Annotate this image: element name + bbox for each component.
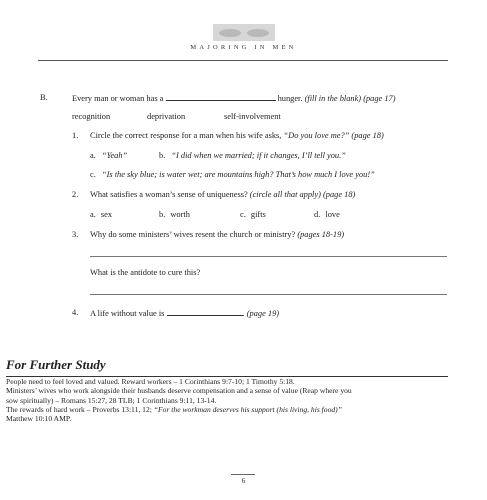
further-study-line-2: Ministers’ wives who work alongside their husbands deserve compensation and a sense of value (Reap where you — [6, 386, 352, 396]
section-b-label: B. — [40, 93, 48, 102]
option-self-involvement[interactable]: self-involvement — [224, 112, 281, 121]
further-study-line-3: sow spiritually) – Romans 15:27, 28 TLB; 1 Corinthians 9:11, 13-14. — [6, 395, 217, 405]
q1-text: Circle the correct response for a man when his wife asks, “Do you love me?” (page 18) — [90, 131, 384, 140]
q4-blank[interactable] — [167, 307, 243, 316]
further-study-heading: For Further Study — [6, 357, 106, 372]
q3-number: 3. — [72, 230, 79, 239]
option-recognition[interactable]: recognition — [72, 112, 111, 121]
q4-text: A life without value is . (page 19) — [90, 309, 280, 318]
q2-number: 2. — [72, 190, 79, 199]
further-study-body — [6, 377, 352, 423]
q2-option-c[interactable]: c. gifts — [240, 210, 266, 219]
q4-number: 4. — [72, 308, 79, 317]
option-deprivation[interactable]: deprivation — [147, 112, 186, 121]
section-b-question: Every man or woman has a hunger. (fill in the blank) (page 17) — [72, 94, 396, 103]
further-study-line-4: The rewards of hard work – Proverbs 13:11, 12; “For the workman deserves his support (his living, his food)” — [6, 404, 342, 414]
header-eyes-logo — [213, 24, 275, 41]
right-eye-icon — [247, 29, 269, 37]
q1-option-b[interactable]: b. “I did when we married; if it changes, I’ll tell you.” — [159, 151, 346, 160]
q3-answer-line[interactable] — [90, 256, 447, 257]
q3-followup-answer-line[interactable] — [90, 294, 447, 295]
left-eye-icon — [219, 29, 241, 37]
q2-option-d[interactable]: d. love — [314, 210, 340, 219]
q3-followup: What is the antidote to cure this? — [90, 268, 201, 277]
footer-rule — [231, 474, 255, 475]
section-b-blank[interactable] — [166, 92, 276, 101]
further-study-line-5: Matthew 10:10 AMP. — [6, 414, 72, 424]
q1-number: 1. — [72, 131, 79, 140]
q1-option-c[interactable]: c. “Is the sky blue; is water wet; are mountains high? That’s how much I love you!” — [90, 170, 375, 179]
page-number: 6 — [241, 477, 246, 485]
further-study-line-1: People need to feel loved and valued. Reward workers – 1 Corinthians 9:7-10; 1 Timothy 5:18. — [6, 377, 295, 386]
header-rule — [38, 60, 448, 61]
q2-option-b[interactable]: b. worth — [159, 210, 190, 219]
q2-text: What satisfies a woman’s sense of uniqueness? (circle all that apply) (page 18) — [90, 190, 356, 199]
q3-text: Why do some ministers’ wives resent the church or ministry? (pages 18-19) — [90, 230, 345, 239]
header-title: MAJORING IN MEN — [190, 44, 297, 51]
q1-option-a[interactable]: a. “Yeah” — [90, 151, 128, 160]
q2-option-a[interactable]: a. sex — [90, 210, 113, 219]
